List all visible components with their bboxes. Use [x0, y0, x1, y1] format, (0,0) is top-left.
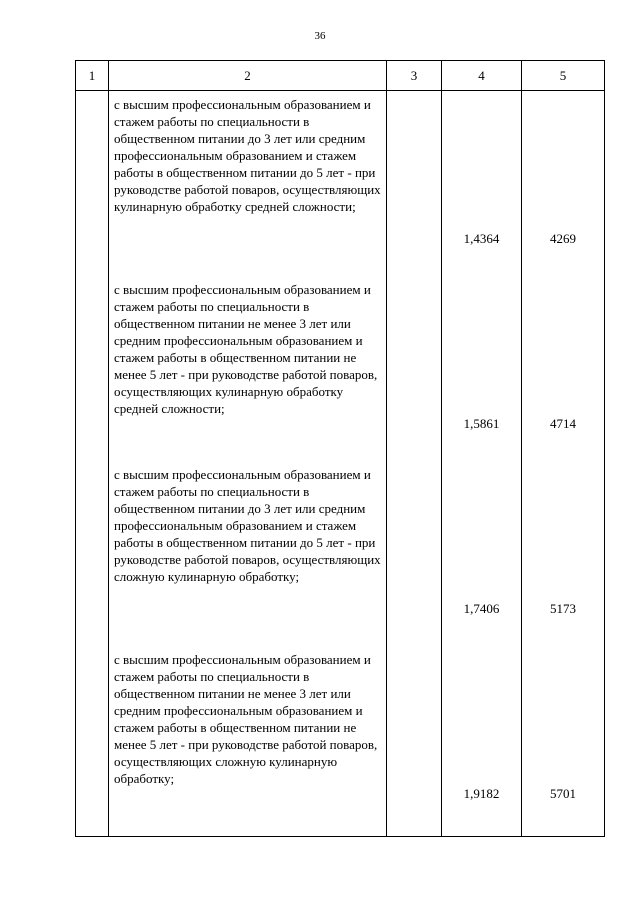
header-col-3: 3: [387, 61, 442, 91]
rates-table: [75, 60, 605, 837]
table-header-row: [76, 61, 605, 91]
coefficient-cell: [442, 91, 522, 837]
header-col-2: 2: [109, 61, 387, 91]
col-3-cell: [387, 91, 442, 837]
table-row: [76, 91, 605, 837]
coefficient-value: 1,5861: [463, 416, 500, 431]
list-item: [114, 281, 386, 466]
header-col-5: 5: [522, 61, 605, 91]
entry-text: с высшим профессиональным образованием и стажем работы по специальности в общественном питании не менее 3 лет или средним профессиональным образованием и стажем работы в общественном питании не менее 5 лет - при руководстве работой поваров, осуществляющих сложную кулинарную обработку;: [114, 652, 378, 786]
entry-text: с высшим профессиональным образованием и стажем работы по специальности в общественном питании не менее 3 лет или средним профессиональным образованием и стажем работы в общественном питании не менее 5 лет - при руководстве работой поваров, осуществляющих кулинарную обработку средней сложности;: [114, 282, 378, 416]
list-item: [114, 466, 386, 651]
amount-value: 5701: [550, 786, 576, 801]
description-cell: [109, 91, 387, 837]
entry-text: с высшим профессиональным образованием и стажем работы по специальности в общественном питании до 3 лет или средним профессиональным образованием и стажем работы в общественном питании до 5 лет - при руководстве работой поваров, осуществляющих сложную кулинарную обработку;: [114, 467, 381, 584]
header-col-1: 1: [76, 61, 109, 91]
coefficient-value: 1,9182: [463, 786, 500, 801]
amount-value: 4714: [550, 416, 576, 431]
amount-cell: [522, 91, 605, 837]
amount-value: 5173: [550, 601, 576, 616]
list-item: [114, 651, 386, 836]
list-item: [114, 96, 386, 281]
coefficient-value: 1,4364: [463, 231, 500, 246]
coefficient-value: 1,7406: [463, 601, 500, 616]
amount-value: 4269: [550, 231, 576, 246]
header-col-4: 4: [442, 61, 522, 91]
entry-text: с высшим профессиональным образованием и стажем работы по специальности в общественном питании до 3 лет или средним профессиональным образованием и стажем работы в общественном питании до 5 лет - при руководстве работой поваров, осуществляющих кулинарную обработку средней сложности;: [114, 97, 381, 214]
col-1-cell: [76, 91, 109, 837]
page-number: 36: [314, 30, 326, 42]
